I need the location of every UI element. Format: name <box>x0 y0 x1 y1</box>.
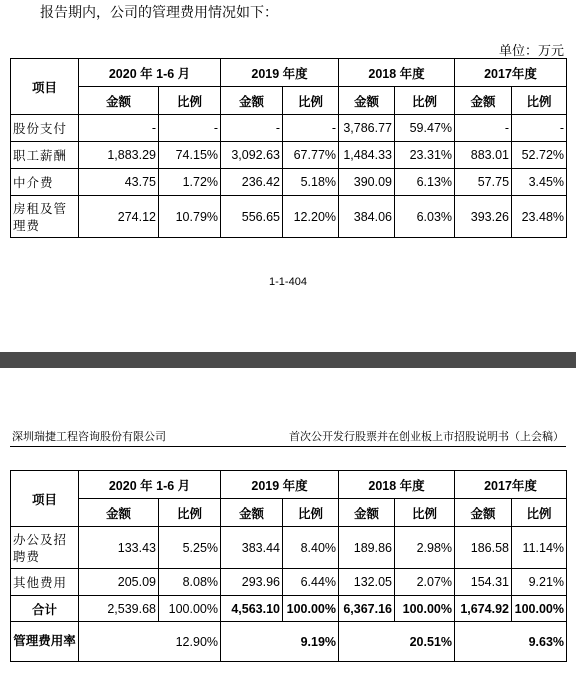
table-cell: 3,786.77 <box>339 115 395 142</box>
table-row <box>11 142 567 169</box>
period-header: 2017年度 <box>455 59 567 87</box>
ratio-header: 比例 <box>159 499 221 527</box>
table-cell: 3.45% <box>512 169 567 196</box>
table-cell: 390.09 <box>339 169 395 196</box>
ratio-header: 比例 <box>512 499 567 527</box>
table-cell: 23.48% <box>512 196 567 238</box>
table-cell: 556.65 <box>221 196 283 238</box>
table-cell: 9.63% <box>455 622 567 662</box>
amount-header: 金额 <box>455 87 512 115</box>
table-cell: 20.51% <box>339 622 455 662</box>
table-cell: 6,367.16 <box>339 596 395 622</box>
period-header: 2018 年度 <box>339 59 455 87</box>
page-separator <box>0 352 576 368</box>
table-cell: 1.72% <box>159 169 221 196</box>
table-cell: 2,539.68 <box>79 596 159 622</box>
ratio-header: 比例 <box>395 499 455 527</box>
table-row <box>11 569 567 596</box>
row-label: 职工薪酬 <box>11 142 79 169</box>
table-cell: 293.96 <box>221 569 283 596</box>
table-cell: 5.18% <box>283 169 339 196</box>
amount-header: 金额 <box>339 87 395 115</box>
company-name-header: 深圳瑞捷工程咨询股份有限公司 <box>12 430 166 443</box>
table-cell: 23.31% <box>395 142 455 169</box>
table-cell: 2.07% <box>395 569 455 596</box>
table-cell: 4,563.10 <box>221 596 283 622</box>
expense-table-part1 <box>10 58 567 238</box>
table-cell: 67.77% <box>283 142 339 169</box>
period-header: 2017年度 <box>455 471 567 499</box>
table-cell: 6.03% <box>395 196 455 238</box>
table-cell: 10.79% <box>159 196 221 238</box>
table-cell: 59.47% <box>395 115 455 142</box>
table-cell: 186.58 <box>455 527 512 569</box>
table-cell: 52.72% <box>512 142 567 169</box>
table-cell: 6.13% <box>395 169 455 196</box>
ratio-header: 比例 <box>395 87 455 115</box>
table-cell: 43.75 <box>79 169 159 196</box>
table-cell: 205.09 <box>79 569 159 596</box>
period-header: 2019 年度 <box>221 471 339 499</box>
table-cell: - <box>455 115 512 142</box>
table-row <box>11 527 567 569</box>
amount-header: 金额 <box>221 87 283 115</box>
table-cell: 100.00% <box>512 596 567 622</box>
unit-label: 单位：万元 <box>498 44 564 59</box>
ratio-header: 比例 <box>283 499 339 527</box>
intro-text: 报告期内，公司的管理费用情况如下： <box>40 5 278 21</box>
table-cell: 100.00% <box>395 596 455 622</box>
header-rule <box>10 446 566 447</box>
table-cell: 12.20% <box>283 196 339 238</box>
table-cell: 384.06 <box>339 196 395 238</box>
table-cell: 57.75 <box>455 169 512 196</box>
table-cell: 883.01 <box>455 142 512 169</box>
table-cell: - <box>159 115 221 142</box>
period-header: 2019 年度 <box>221 59 339 87</box>
table-cell: 189.86 <box>339 527 395 569</box>
table-cell: 12.90% <box>79 622 221 662</box>
table-cell: 154.31 <box>455 569 512 596</box>
ratio-header: 比例 <box>283 87 339 115</box>
amount-header: 金额 <box>221 499 283 527</box>
expense-table-part2 <box>10 470 567 662</box>
table-cell: 274.12 <box>79 196 159 238</box>
table-cell: 11.14% <box>512 527 567 569</box>
table-row <box>11 169 567 196</box>
item-header: 项目 <box>11 471 79 527</box>
amount-header: 金额 <box>339 499 395 527</box>
total-row <box>11 596 567 622</box>
table-cell: 8.40% <box>283 527 339 569</box>
table-cell: - <box>79 115 159 142</box>
page-number: 1-1-404 <box>269 276 307 288</box>
table-cell: 133.43 <box>79 527 159 569</box>
table-cell: 5.25% <box>159 527 221 569</box>
table-cell: 1,883.29 <box>79 142 159 169</box>
table-cell: 9.21% <box>512 569 567 596</box>
row-label: 合计 <box>11 596 79 622</box>
row-label: 中介费 <box>11 169 79 196</box>
row-label: 房租及管理费 <box>11 196 79 238</box>
ratio-header: 比例 <box>159 87 221 115</box>
table-cell: 74.15% <box>159 142 221 169</box>
table-cell: 9.19% <box>221 622 339 662</box>
table-cell: 100.00% <box>159 596 221 622</box>
table-cell: 8.08% <box>159 569 221 596</box>
row-label: 其他费用 <box>11 569 79 596</box>
table-cell: - <box>512 115 567 142</box>
ratio-header: 比例 <box>512 87 567 115</box>
item-header: 项目 <box>11 59 79 115</box>
table-cell: 1,674.92 <box>455 596 512 622</box>
table-cell: 393.26 <box>455 196 512 238</box>
table-cell: - <box>283 115 339 142</box>
table-cell: 100.00% <box>283 596 339 622</box>
table-row <box>11 115 567 142</box>
amount-header: 金额 <box>79 499 159 527</box>
table-cell: 3,092.63 <box>221 142 283 169</box>
period-header: 2020 年 1-6 月 <box>79 59 221 87</box>
table-cell: 383.44 <box>221 527 283 569</box>
table-cell: 132.05 <box>339 569 395 596</box>
row-label: 股份支付 <box>11 115 79 142</box>
row-label: 办公及招聘费 <box>11 527 79 569</box>
rate-row <box>11 622 567 662</box>
period-header: 2018 年度 <box>339 471 455 499</box>
row-label: 管理费用率 <box>11 622 79 662</box>
amount-header: 金额 <box>79 87 159 115</box>
table-row <box>11 196 567 238</box>
period-header: 2020 年 1-6 月 <box>79 471 221 499</box>
table-cell: 2.98% <box>395 527 455 569</box>
table-cell: 1,484.33 <box>339 142 395 169</box>
document-title-header: 首次公开发行股票并在创业板上市招股说明书（上会稿） <box>289 430 564 443</box>
amount-header: 金额 <box>455 499 512 527</box>
table-cell: - <box>221 115 283 142</box>
table-cell: 6.44% <box>283 569 339 596</box>
table-cell: 236.42 <box>221 169 283 196</box>
